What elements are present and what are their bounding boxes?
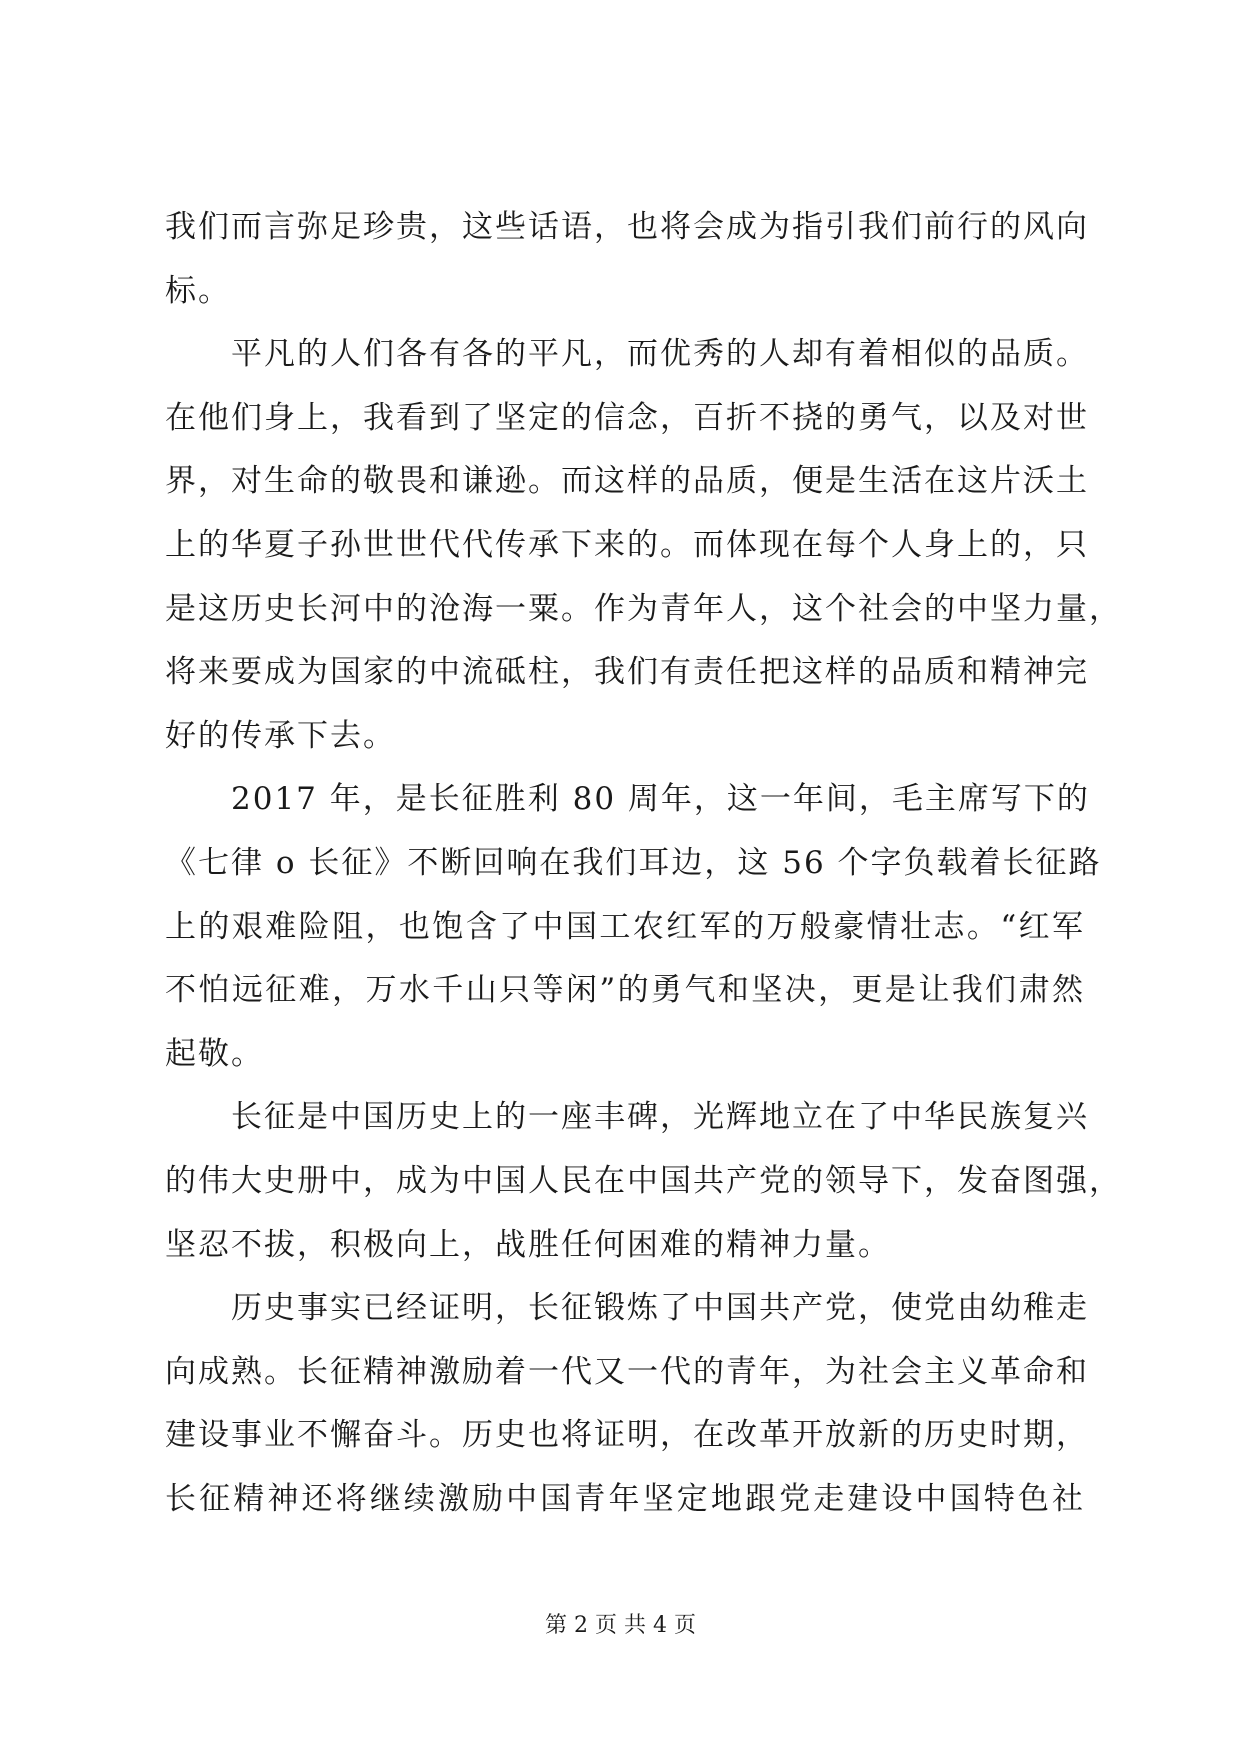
- text-line: 是这历史长河中的沧海一粟。作为青年人，这个社会的中坚力量，: [165, 590, 1122, 627]
- text-line: 2017 年，是长征胜利 80 周年，这一年间，毛主席写下的: [231, 781, 1090, 818]
- text-line: 上的华夏子孙世世代代传承下来的。而体现在每个人身上的，只: [165, 526, 1089, 563]
- text-line: 长征是中国历史上的一座丰碑，光辉地立在了中华民族复兴: [231, 1099, 1089, 1136]
- text-line: 起敬。: [165, 1035, 264, 1072]
- text-line: 不怕远征难，万水千山只等闲”的勇气和坚决，更是让我们肃然: [165, 972, 1085, 1009]
- text-line: 在他们身上，我看到了坚定的信念，百折不挠的勇气，以及对世: [165, 399, 1089, 436]
- text-line: 建设事业不懈奋斗。历史也将证明，在改革开放新的历史时期，: [165, 1417, 1089, 1454]
- text-line: 标。: [165, 272, 231, 309]
- text-line: 好的传承下去。: [165, 717, 396, 754]
- text-line: 平凡的人们各有各的平凡，而优秀的人却有着相似的品质。: [231, 336, 1089, 373]
- text-line: 的伟大史册中，成为中国人民在中国共产党的领导下，发奋图强，: [165, 1162, 1122, 1199]
- text-line: 将来要成为国家的中流砥柱，我们有责任把这样的品质和精神完: [165, 654, 1089, 691]
- text-line: 历史事实已经证明，长征锻炼了中国共产党，使党由幼稚走: [231, 1290, 1089, 1327]
- document-body: [165, 196, 1122, 1531]
- text-line: 向成熟。长征精神激励着一代又一代的青年，为社会主义革命和: [165, 1353, 1089, 1390]
- text-line: 《七律 o 长征》不断回响在我们耳边，这 56 个字负载着长征路: [165, 844, 1102, 881]
- text-line: 上的艰难险阻，也饱含了中国工农红军的万般豪情壮志。“红军: [165, 908, 1085, 945]
- text-line: 我们而言弥足珍贵，这些话语，也将会成为指引我们前行的风向: [165, 209, 1089, 245]
- text-line: 长征精神还将继续激励中国青年坚定地跟党走建设中国特色社: [165, 1480, 1085, 1517]
- text-line: 界，对生命的敬畏和谦逊。而这样的品质，便是生活在这片沃土: [165, 463, 1089, 500]
- page-footer: 第 2 页 共 4 页: [545, 1613, 696, 1638]
- text-line: 坚忍不拔，积极向上，战胜任何困难的精神力量。: [165, 1226, 891, 1263]
